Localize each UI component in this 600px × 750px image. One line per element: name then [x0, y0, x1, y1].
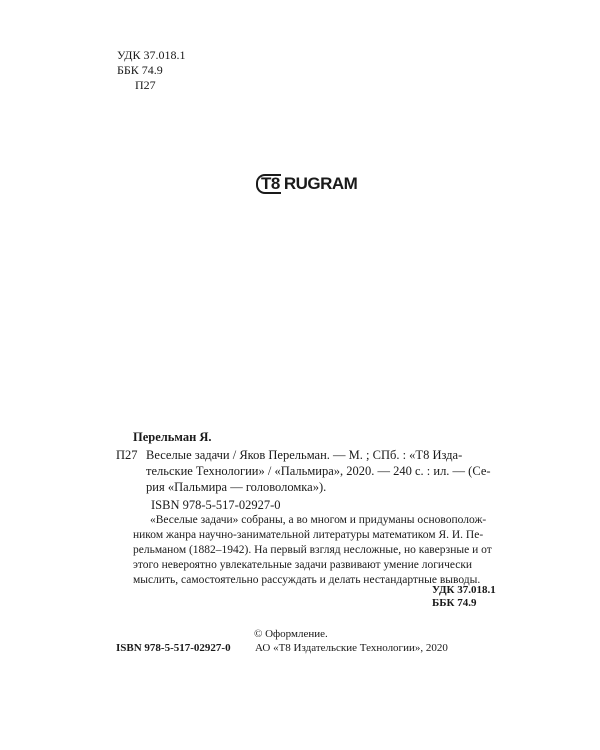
header-udk: УДК 37.018.1: [117, 48, 186, 62]
logo-text: RUGRAM: [283, 174, 358, 193]
classification-codes: [432, 584, 496, 610]
header-codes: [117, 48, 185, 93]
header-author-mark: П27: [135, 78, 156, 92]
record-line: тельские Технологии» / «Пальмира», 2020. — 240 с. : ил. — (Се-: [146, 464, 491, 478]
copyright-publisher: АО «Т8 Издательские Технологии», 2020: [255, 642, 448, 654]
annotation-line: «Веселые задачи» собраны, а во многом и придуманы основополож-: [150, 514, 487, 526]
record-code: П27: [116, 448, 138, 462]
author-name: Перельман Я.: [133, 430, 212, 444]
bibliographic-record: [116, 447, 508, 513]
record-line: рия «Пальмира — головоломка»).: [146, 480, 327, 494]
copyright-design: © Оформление.: [254, 628, 328, 640]
logo-mark: T8: [256, 174, 281, 194]
annotation: [133, 513, 508, 588]
publisher-logo: [256, 174, 357, 194]
isbn-bottom: ISBN 978-5-517-02927-0: [116, 642, 231, 654]
classification-bbk: ББК 74.9: [432, 597, 477, 609]
header-bbk: ББК 74.9: [117, 63, 163, 77]
annotation-line: этого невероятно увлекательные задачи развивают умение логически: [133, 559, 473, 571]
annotation-line: ником жанра научно-занимательной литературы математиком Я. И. Пе-: [133, 529, 484, 541]
record-isbn: ISBN 978-5-517-02927-0: [151, 498, 281, 512]
annotation-line: рельманом (1882–1942). На первый взгляд несложные, но каверзные и от: [133, 544, 492, 556]
classification-udk: УДК 37.018.1: [432, 584, 496, 596]
record-line: Веселые задачи / Яков Перельман. — М. ; СПб. : «Т8 Изда-: [146, 448, 463, 462]
annotation-line: мыслить, самостоятельно рассуждать и делать нестандартные выводы.: [133, 574, 481, 586]
